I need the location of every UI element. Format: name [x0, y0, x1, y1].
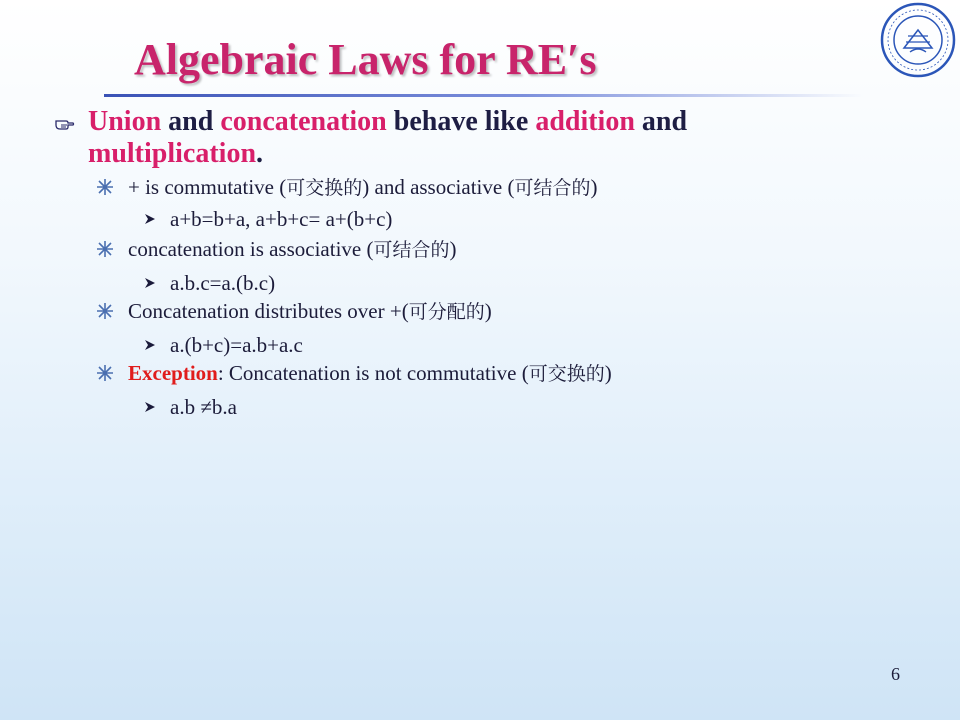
item-commutative-associative: [128, 174, 597, 201]
item-text: ): [604, 361, 612, 385]
item-concat-associative: [128, 236, 457, 263]
arrow-bullet-icon: [144, 339, 156, 351]
exception-label: Exception: [128, 361, 218, 385]
text-period: .: [256, 138, 264, 169]
item-text: Concatenation distributes over +(: [128, 299, 409, 323]
text-and-2: and: [634, 106, 688, 137]
university-seal-logo: [880, 2, 956, 78]
page-number: 6: [891, 664, 900, 684]
item-cjk: 可结合的: [373, 239, 450, 261]
item-cjk: 可交换的: [286, 177, 363, 199]
text-behave-like: behave like: [386, 106, 536, 137]
item-text: + is commutative (: [128, 175, 287, 199]
sub-item-distributes-example: a.(b+c)=a.b+a.c: [170, 333, 303, 357]
item-text: ): [449, 237, 457, 261]
bullet-union-concatenation-line2: [88, 138, 263, 170]
slide-title: Algebraic Laws for RE′s: [134, 35, 597, 84]
keyword-multiplication: multiplication: [88, 138, 257, 169]
sub-item-exception-example: a.b ≠b.a: [170, 395, 237, 419]
keyword-addition: addition: [535, 106, 635, 137]
item-text: : Concatenation is not commutative (: [217, 361, 529, 385]
item-text: ) and associative (: [362, 175, 515, 199]
snowflake-bullet-icon: [96, 240, 114, 258]
snowflake-bullet-icon: [96, 178, 114, 196]
snowflake-bullet-icon: [96, 302, 114, 320]
bullet-union-concatenation: [88, 106, 687, 138]
text-and: and: [161, 106, 221, 137]
snowflake-bullet-icon: [96, 364, 114, 382]
arrow-bullet-icon: [144, 277, 156, 289]
title-underline: [104, 94, 864, 97]
hand-pointer-icon: [54, 112, 76, 134]
keyword-concatenation: concatenation: [220, 106, 387, 137]
sub-item-associative-example: a.b.c=a.(b.c): [170, 271, 276, 295]
item-text: ): [590, 175, 598, 199]
arrow-bullet-icon: [144, 401, 156, 413]
item-cjk: 可分配的: [408, 301, 485, 323]
item-text: ): [484, 299, 492, 323]
item-concat-distributes: [128, 298, 492, 325]
item-cjk: 可结合的: [514, 177, 591, 199]
keyword-union: Union: [88, 106, 162, 137]
sub-item-commutative-example: a+b=b+a, a+b+c= a+(b+c): [170, 207, 393, 231]
item-cjk: 可交换的: [528, 363, 605, 385]
arrow-bullet-icon: [144, 213, 156, 225]
item-text: concatenation is associative (: [128, 237, 374, 261]
item-exception: [128, 360, 612, 387]
